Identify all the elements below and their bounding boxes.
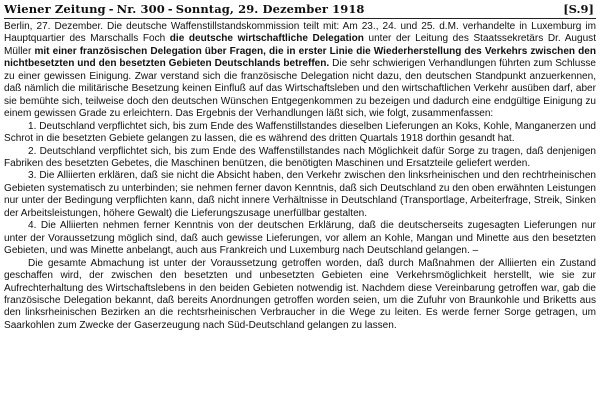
article-point-2: 2. Deutschland verpflichtet sich, bis zum Ende des Waffenstillstandes nach Möglichkeit dafür Sorge zu tragen, daß denjenigen Fabriken des besetzten Gebetes, die Maschinen benützen, die benötigten Maschinen und Ersatzteile geliefert werden. — [4, 145, 596, 169]
article-body — [4, 21, 596, 332]
article-intro — [4, 21, 596, 121]
issue-date: Sonntag, 29. Dezember 1918 — [175, 2, 365, 16]
article-closing: Die gesamte Abmachung ist unter der Voraussetzung getroffen worden, daß durch Maßnahmen der Alliierten ein Zustand geschaffen wird, der zwischen den besetzten und unbesetzten Gebieten eine Verkehrsmöglichkeit herstellt, wie sie zur Aufrechterhaltung des Wirtschaftslebens in den beiden Gebieten notwendig ist. Nachdem diese Vereinbarung getroffen war, gab die französische Delegation bekannt, daß bereits Anordnungen getroffen worden seien, um die Zufuhr von Braunkohle und Briketts aus den linksrheinischen Bezirken an die rechtsrheinischen Verbraucher in die Wege zu leiten. Es werde ferner Sorge getragen, um Saarkohlen zum Zwecke der Gaserzeugung nach Süd-Deutschland gelangen zu lassen. — [4, 257, 596, 331]
article-point-3: 3. Die Alliierten erklären, daß sie nicht die Absicht haben, den Verkehr zwischen den linksrheinischen und den rechtrheinischen Gebieten systematisch zu unterbinden; sie nehmen ferner davon Kenntnis, daß sich Deutschland zu den oben erwähnten Leistungen nur unter der Bedingung verpflichten kann, daß nicht innere Verhältnisse in Deutschland (Transportlage, Arbeiterfrage, Streik, Sinken der Arbeitsleistungen, höhere Gewalt) die Lieferungszusage unerfüllbar gestalten. — [4, 170, 596, 219]
intro-text: unter der Leitung des Staatssekretärs Dr. August Müller — [4, 33, 596, 57]
article-point-4: 4. Die Alliierten nehmen ferner Kenntnis von der deutschen Erklärung, daß die deutscherseits zugesagten Lieferungen nur unter der Voraussetzung möglich sind, daß auch gewisse Lieferungen, vor allem an Kohle, Mangan und Minette aus den besetzten Gebieten, und was Minette anbelangt, auch aus Frankreich und Luxemburg nach Deutschland gelangen. – — [4, 220, 596, 257]
intro-bold-text: die deutsche wirtschaftliche Delegation — [169, 33, 364, 45]
masthead — [4, 2, 365, 16]
intro-text: Die sehr schwierigen Verhandlungen führten zum Schlusse zu einer gewissen Einigung. Zwar verstand sich die französische Delegation nicht dazu, den deutschen Standpunkt anzuerkennen, daß nämlich die militärische Besetzung keinen Einfluß auf das Wirtschaftsleben und den wirtschaftlichen Verkehr ausüben darf, aber sie bemühte sich, teilweise doch den deutschen Wünschen Entgegenkommen zu bezeigen und dadurch eine endgültige Einigung zu einem gewissen Grade zu erleichtern. Das Ergebnis der Verhandlungen läßt sich, wie folgt, zusammenfassen: — [4, 58, 596, 120]
page-reference: [S.9] — [563, 2, 594, 16]
newspaper-page — [4, 2, 596, 332]
intro-text: Berlin, 27. Dezember. Die deutsche Waffenstillstandskommission teilt mit: Am 23., 24. und 25. d.M. verhandelte in Luxemburg im Hauptquartier des Marschalls Foch — [4, 21, 596, 45]
issue-number: Nr. 300 — [116, 2, 165, 16]
intro-bold-text: mit einer französischen Delegation über Fragen, die in erster Linie die Wiederherstellung des Verkehrs zwischen den nichtbesetzten und den besetzten Gebieten Deutschlands betreffen. — [4, 45, 596, 70]
article-point-1: 1. Deutschland verpflichtet sich, bis zum Ende des Waffenstillstandes dieselben Lieferungen an Koks, Kohle, Manganerzen und Schrot in die besetzten Gebiete gelangen zu lassen, die es während des dritten Quartals 1918 dorthin gesandt hat. — [4, 120, 596, 145]
masthead-separator: - — [167, 2, 173, 16]
masthead-separator: - — [108, 2, 114, 16]
header-rule — [4, 18, 596, 19]
masthead-bar — [4, 2, 596, 18]
newspaper-name: Wiener Zeitung — [4, 2, 106, 16]
